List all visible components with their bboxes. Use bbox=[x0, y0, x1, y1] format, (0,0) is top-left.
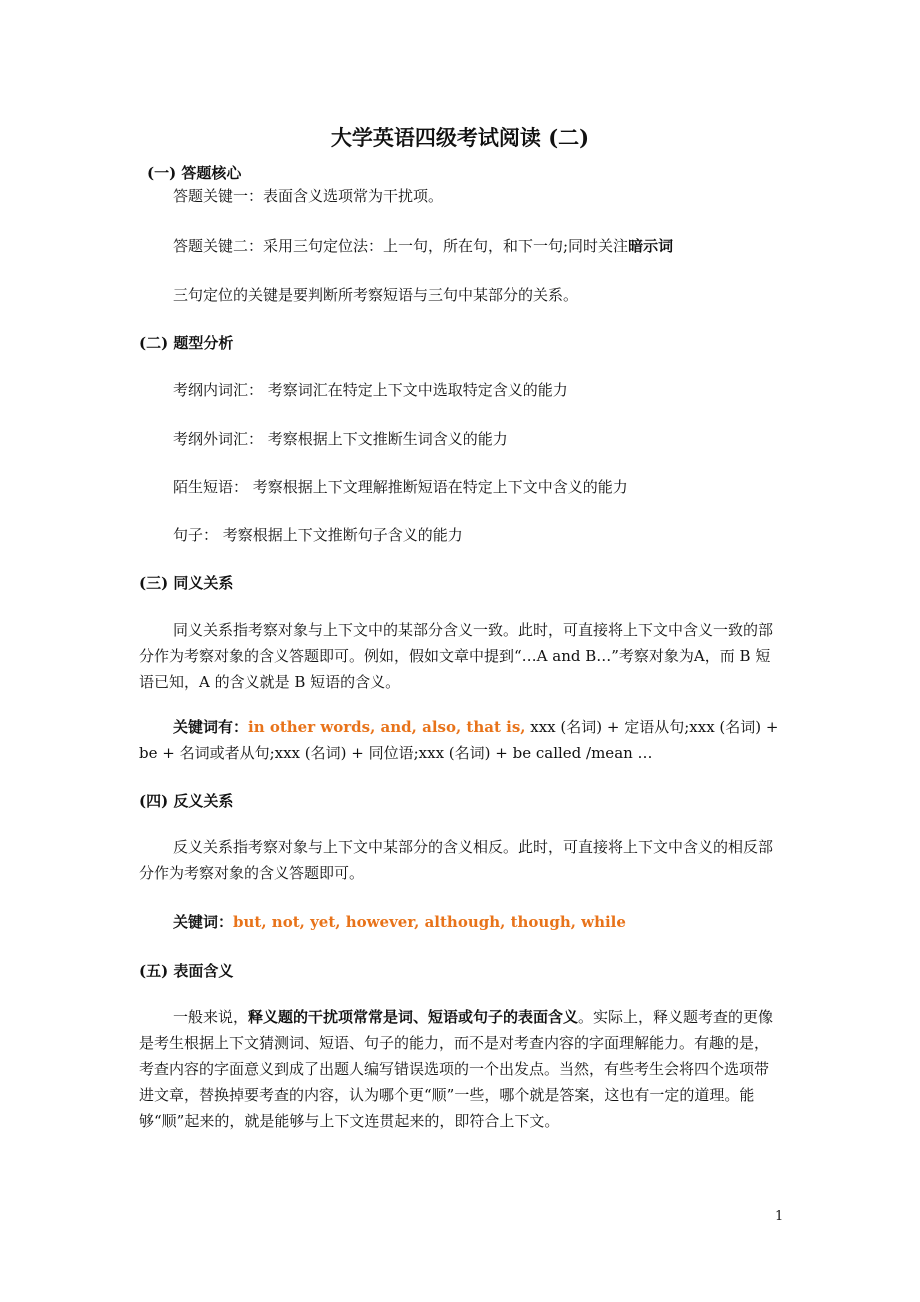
s4-paragraph-1: 反义关系指考察对象与上下文中某部分的含义相反。此时，可直接将上下文中含义的相反部分作为考察对象的含义答题即可。 bbox=[139, 838, 774, 882]
s1-paragraph-2 bbox=[173, 235, 673, 256]
s4-kw-label: 关键词： bbox=[173, 913, 234, 931]
s2-item-1: 考纲内词汇： 考察词汇在特定上下文中选取特定含义的能力 bbox=[173, 381, 568, 399]
section-heading-3: (三) 同义关系 bbox=[139, 574, 234, 592]
s2-item-2: 考纲外词汇： 考察根据上下文推断生词含义的能力 bbox=[173, 430, 508, 448]
s3-kw-rest: xxx (名词) + 定语从句;xxx (名词) + be + 名词或者从句;xxx (名词) + 同位语;xxx (名词) + be called /mean … bbox=[139, 718, 779, 762]
s3-kw-words: in other words, and, also, that is, bbox=[248, 718, 526, 736]
s5-paragraph-1 bbox=[139, 1004, 781, 1134]
s2-item-4: 句子： 考察根据上下文推断句子含义的能力 bbox=[173, 526, 463, 544]
s3-keywords bbox=[139, 714, 781, 766]
s5-p1-emphasis: 释义题的干扰项常常是词、短语或句子的表面含义 bbox=[248, 1008, 579, 1026]
s1-paragraph-3: 三句定位的关键是要判断所考察短语与三句中某部分的关系。 bbox=[173, 286, 579, 304]
s3-paragraph-1: 同义关系指考察对象与上下文中的某部分含义一致。此时，可直接将上下文中含义一致的部分作为考察对象的含义答题即可。例如，假如文章中提到“…A and B…”考察对象为A，而 B 短语已知，A 的含义就是 B 短语的含义。 bbox=[139, 621, 774, 691]
s1-p2-emphasis: 暗示词 bbox=[628, 237, 674, 255]
s1-paragraph-1: 答题关键一：表面含义选项常为干扰项。 bbox=[173, 187, 444, 205]
s4-keywords bbox=[173, 911, 626, 932]
page-title: 大学英语四级考试阅读 (二) bbox=[330, 125, 590, 150]
section-heading-4: (四) 反义关系 bbox=[139, 792, 234, 810]
s1-p2-text: 答题关键二：采用三句定位法：上一句，所在句，和下一句;同时关注 bbox=[173, 237, 629, 255]
section-heading-5: (五) 表面含义 bbox=[139, 962, 234, 980]
s3-kw-label: 关键词有： bbox=[173, 718, 249, 736]
page-number: 1 bbox=[775, 1209, 784, 1224]
s5-p1-rest: 。实际上，释义题考查的更像是考生根据上下文猜测词、短语、句子的能力，而不是对考查内容的字面理解能力。有趣的是，考查内容的字面意义到成了出题人编写错误选项的一个出发点。当然，有些考生会将四个选项带进文章，替换掉要考查的内容，认为哪个更“顺”一些，哪个就是答案，这也有一定的道理。能够“顺”起来的，就是能够与上下文连贯起来的，即符合上下文。 bbox=[139, 1008, 774, 1130]
s2-item-3: 陌生短语： 考察根据上下文理解推断短语在特定上下文中含义的能力 bbox=[173, 478, 628, 496]
s4-kw-words: but, not, yet, however, although, though, while bbox=[233, 913, 626, 931]
section-heading-1: (一) 答题核心 bbox=[147, 164, 242, 182]
section-heading-2: (二) 题型分析 bbox=[139, 334, 234, 352]
s5-p1-start: 一般来说， bbox=[173, 1008, 249, 1026]
